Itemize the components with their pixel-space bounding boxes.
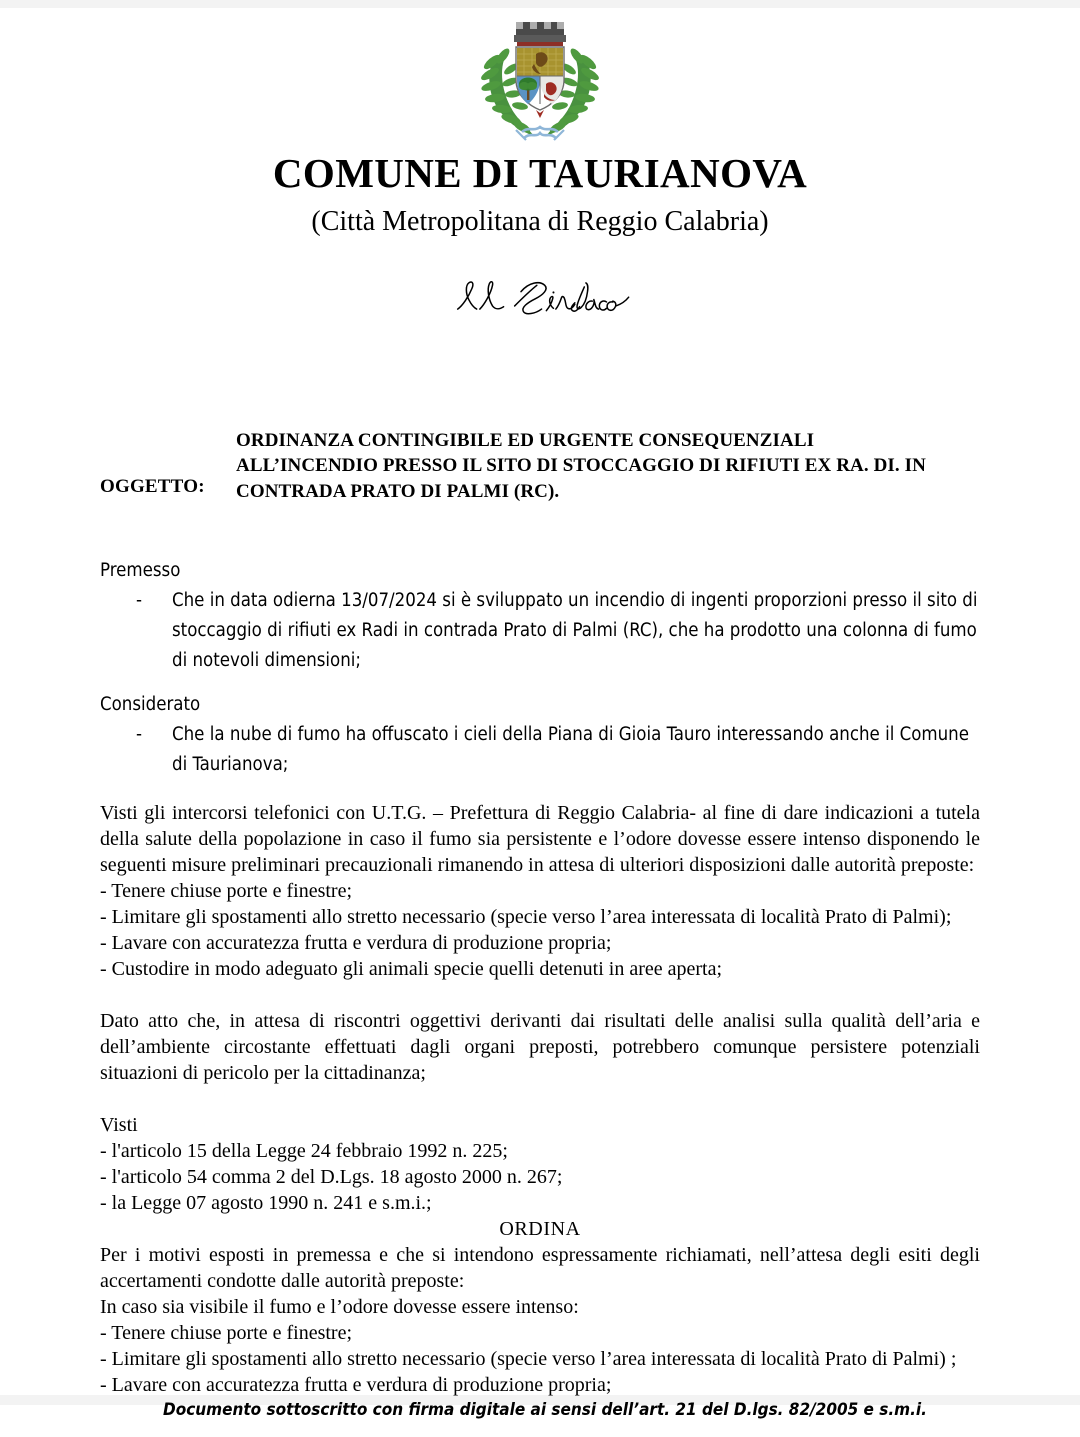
measure-item: - Limitare gli spostamenti allo stretto necessario (specie verso l’area interessata di località Prato di Palmi);: [100, 905, 952, 928]
premesso-section: [100, 556, 980, 676]
dato-atto-paragraph: Dato atto che, in attesa di riscontri oggettivi derivanti dai risultati delle analisi sulla qualità dell’aria e dell’ambiente circostante effettuati dagli organi preposti, potrebbero comunque persistere potenziali situazioni di pericolo per la cittadinanza;: [100, 1009, 980, 1084]
subject-block: [100, 428, 980, 504]
measure-item: - Tenere chiuse porte e finestre;: [100, 879, 353, 902]
page-subtitle: (Città Metropolitana di Reggio Calabria): [311, 206, 769, 238]
ordina-section: [100, 1242, 980, 1398]
considerato-section: [100, 690, 980, 780]
ordina-paragraph: Per i motivi esposti in premessa e che si intendono espressamente richiamati, nell’attesa degli esiti degli accertamenti condotte dalle autorità preposte:: [100, 1243, 980, 1292]
ordina-heading: ORDINA: [499, 1217, 581, 1240]
dash-marker: -: [136, 723, 143, 745]
viewer-top-strip: [0, 0, 1080, 8]
considerato-item-text: Che la nube di fumo ha offuscato i cieli della Piana di Gioia Tauro interessando anche il Comune di Taurianova;: [172, 723, 969, 775]
visti-section: [100, 1112, 980, 1216]
document-header: [0, 8, 1080, 146]
visti-intercorsi-section: [100, 800, 980, 982]
measure-item: - Custodire in modo adeguato gli animali specie quelli detenuti in aree aperta;: [100, 957, 723, 980]
premesso-heading: Premesso: [100, 559, 181, 581]
ordina-condition: In caso sia visibile il fumo e l’odore dovesse essere intenso:: [100, 1295, 579, 1318]
document-body: [100, 428, 980, 1437]
ordina-measure-item: - Tenere chiuse porte e finestre;: [100, 1321, 353, 1344]
ordina-measure-item: - Lavare con accuratezza frutta e verdura di produzione propria;: [100, 1373, 612, 1396]
document-page: [0, 8, 1080, 1420]
legal-reference: - l'articolo 15 della Legge 24 febbraio 1992 n. 225;: [100, 1139, 508, 1162]
comune-coat-of-arms-icon: [470, 14, 610, 146]
considerato-item: [136, 720, 980, 780]
legal-reference: - la Legge 07 agosto 1990 n. 241 e s.m.i.;: [100, 1191, 432, 1214]
visti-intercorsi-paragraph: Visti gli intercorsi telefonici con U.T.G. – Prefettura di Reggio Calabria- al fine di dare indicazioni a tutela della salute della popolazione in caso il fumo sia persistente e l’odore dovesse essere intenso disponendo le seguenti misure preliminari precauzionali rimanendo in attesa di ulteriori disposizioni dalle autorità preposte:: [100, 801, 980, 876]
subject-line-1: ORDINANZA CONTINGIBILE ED URGENTE CONSEQUENZIALI: [236, 430, 815, 451]
legal-reference: - l'articolo 54 comma 2 del D.Lgs. 18 agosto 2000 n. 267;: [100, 1165, 563, 1188]
subject-label: OGGETTO:: [100, 476, 205, 497]
premesso-item: [136, 586, 980, 676]
dash-marker: -: [136, 589, 143, 611]
measure-item: - Lavare con accuratezza frutta e verdura di produzione propria;: [100, 931, 612, 954]
subject-line-3: CONTRADA PRATO DI PALMI (RC).: [236, 480, 560, 502]
subject-line-2: ALL’INCENDIO PRESSO IL SITO DI STOCCAGGIO DI RIFIUTI EX RA. DI. IN: [236, 455, 926, 477]
considerato-heading: Considerato: [100, 693, 201, 715]
digital-signature-note: Documento sottoscritto con firma digitale ai sensi dell’art. 21 del D.lgs. 82/2005 e s.m.i.: [163, 1399, 927, 1420]
visti-heading: Visti: [100, 1113, 138, 1136]
page-title: COMUNE DI TAURIANOVA: [272, 150, 808, 196]
sindaco-signature-script: [0, 272, 1080, 330]
ordina-measure-item: - Limitare gli spostamenti allo stretto necessario (specie verso l’area interessata di località Prato di Palmi) ;: [100, 1347, 957, 1370]
subject-text: [236, 428, 980, 504]
premesso-item-text: Che in data odierna 13/07/2024 si è sviluppato un incendio di ingenti proporzioni presso il sito di stoccaggio di rifiuti ex Radi in contrada Prato di Palmi (RC), che ha prodotto una colonna di fumo di notevoli dimensioni;: [172, 589, 978, 671]
